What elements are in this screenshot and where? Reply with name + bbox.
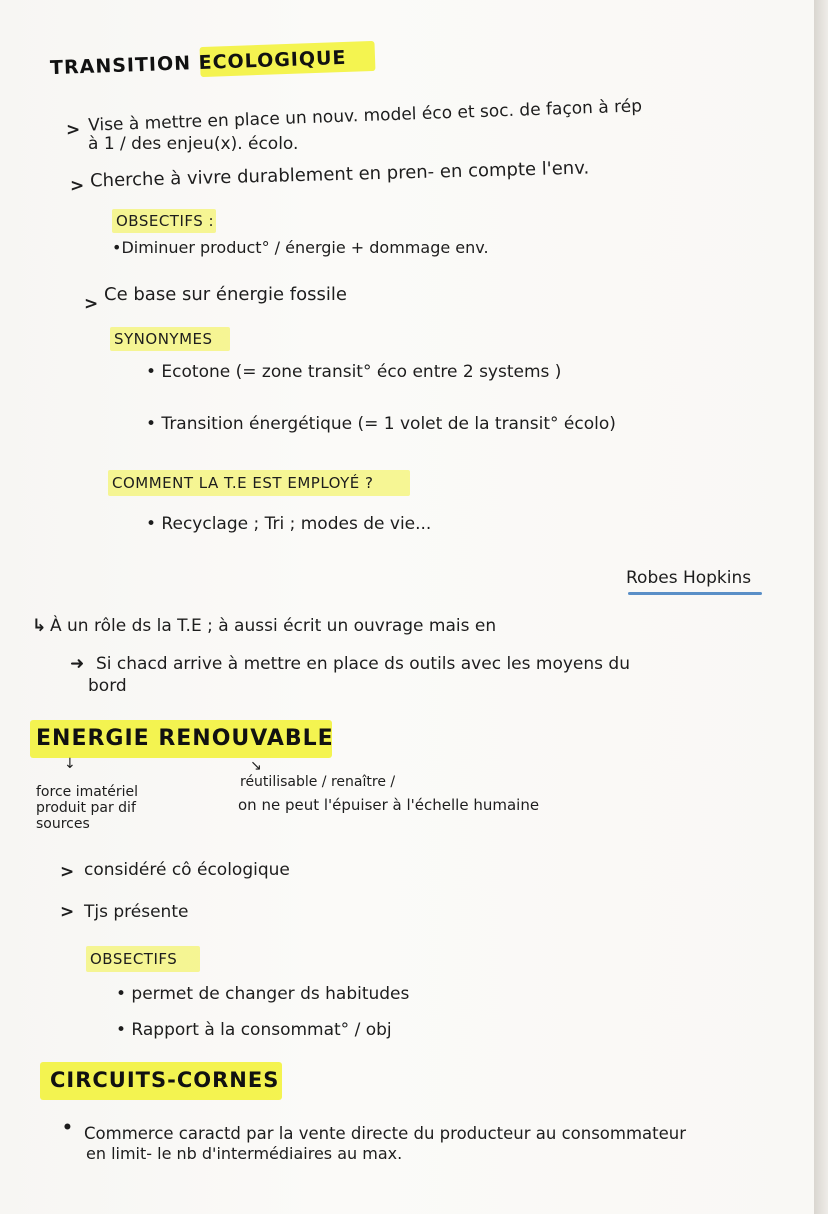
bullet-arrow-icon: > [66,120,81,140]
synonym-item-1: • Ecotone (= zone transit° éco entre 2 systems ) [146,362,562,382]
intro-line-2: à 1 / des enjeu(x). écolo. [88,134,299,154]
down-arrow-icon: ↓ [64,756,76,772]
base-line: Ce base sur énergie fossile [104,284,347,305]
objectifs2-label: OBSECTIFS [90,950,178,968]
comment-label: COMMENT LA T.E EST EMPLOYÉ ? [112,474,374,492]
arrow-right-icon: ➜ [70,654,85,674]
objectifs2-item-1: • permet de changer ds habitudes [116,984,410,1004]
objectifs-item: •Diminuer product° / énergie + dommage env. [112,238,489,257]
author-name: Robes Hopkins [626,568,752,588]
page-edge [814,0,828,1214]
synonym-item-2: • Transition énergétique (= 1 volet de la transit° écolo) [146,414,616,434]
page-title: TRANSITION ECOLOGIQUE [49,46,347,80]
intro-line-3: Cherche à vivre durablement en pren- en compte l'env. [89,157,590,192]
energie-point-2: Tjs présente [84,902,189,922]
role-line-3: bord [88,676,127,696]
energie-right-1: réutilisable / renaître / [240,774,396,790]
energie-right-2: on ne peut l'épuiser à l'échelle humaine [238,796,540,814]
energie-left-1: force imatériel [36,784,139,800]
bullet-arrow-icon: > [84,294,99,314]
curved-arrow-icon: ↘ [250,758,262,774]
energie-point-1: considéré cô écologique [84,860,290,880]
objectifs-label: OBSECTIFS : [116,212,215,230]
circuits-title: CIRCUITS-CORNES [50,1068,280,1092]
circuits-line-1: Commerce caractd par la vente directe du producteur au consommateur [84,1124,687,1143]
energie-left-2: produit par dif [36,800,136,816]
bullet-arrow-icon: > [60,902,75,922]
objectifs2-item-2: • Rapport à la consommat° / obj [116,1020,392,1040]
synonymes-label: SYNONYMES [114,330,213,348]
intro-line-1: Vise à mettre en place un nouv. model éco et soc. de façon à rép [87,96,643,136]
circuits-line-2: en limit- le nb d'intermédiaires au max. [86,1144,403,1163]
return-arrow-icon: ↳ [32,616,47,636]
author-underline [628,592,762,595]
energie-title: ENERGIE RENOUVABLE [36,726,334,751]
role-line-2: Si chacd arrive à mettre en place ds outils avec les moyens du [96,654,630,674]
role-line-1: À un rôle ds la T.E ; à aussi écrit un ouvrage mais en [50,616,497,636]
bullet-arrow-icon: > [60,862,75,882]
bullet-dot-icon: • [62,1118,73,1138]
comment-item: • Recyclage ; Tri ; modes de vie... [146,514,432,534]
energie-left-3: sources [36,816,90,832]
bullet-arrow-icon: > [70,176,85,196]
